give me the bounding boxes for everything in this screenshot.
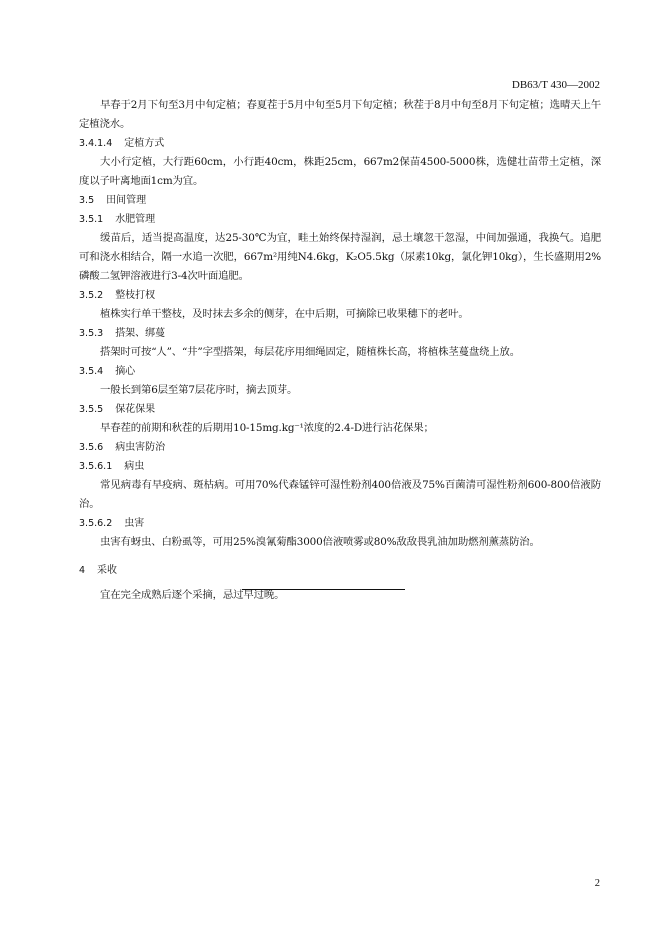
section-number: 3.5.6 (79, 442, 104, 453)
section-title: 定植方式 (124, 138, 165, 149)
section-number: 3.5 (79, 195, 95, 206)
section-number: 3.5.4 (79, 366, 104, 377)
paragraph: 植株实行单干整枝，及时抹去多余的侧芽，在中后期，可摘除已收果穗下的老叶。 (100, 308, 469, 320)
end-rule (242, 589, 405, 590)
section-title: 虫害 (124, 518, 145, 529)
section-heading (79, 400, 601, 419)
section-heading (79, 457, 601, 476)
section-heading (79, 438, 601, 457)
section-spacer (79, 552, 601, 561)
paragraph: 一般长到第6层至第7层花序时，摘去顶芽。 (100, 384, 298, 396)
section-title: 保花保果 (115, 404, 156, 415)
section-number: 3.5.6.1 (79, 461, 113, 472)
section-heading (79, 324, 601, 343)
section-title: 整枝打杈 (115, 290, 156, 301)
section-number: 4 (79, 565, 86, 576)
paragraph: 缓苗后，适当提高温度，达25-30℃为宜，畦土始终保持湿润，忌土壤忽干忽湿，中间加强通，我换气。追肥可和浇水相结合，隔一水追一次肥，667m²用纯N4.6kg，K₂O5.5kg（尿素10kg，氯化钾10kg），生长盛期用2%磷酸二氢钾溶液进行3-4次叶面追肥。 (79, 232, 601, 282)
document-body (79, 96, 601, 605)
paragraph: 早春于2月下旬至3月中旬定植；春夏茬于5月中旬至5月下旬定植；秋茬于8月中旬至8月下旬定植；选晴天上午定植浇水。 (79, 99, 601, 130)
section-number: 3.4.1.4 (79, 138, 113, 149)
section-heading (79, 514, 601, 533)
section-title: 摘心 (115, 366, 136, 377)
section-heading (79, 286, 601, 305)
section-title: 搭架、绑蔓 (115, 328, 166, 339)
section-title: 病虫 (124, 461, 145, 472)
page-number: 2 (594, 878, 600, 889)
paragraph: 常见病毒有早疫病、斑枯病。可用70%代森锰锌可湿性粉剂400倍液及75%百菌清可湿性粉剂600-800倍液防治。 (79, 479, 601, 510)
section-number: 3.5.1 (79, 214, 104, 225)
section-number: 3.5.6.2 (79, 518, 113, 529)
section-heading (79, 561, 601, 580)
section-title: 水肥管理 (115, 214, 156, 225)
section-number: 3.5.2 (79, 290, 104, 301)
section-number: 3.5.3 (79, 328, 104, 339)
section-number: 3.5.5 (79, 404, 104, 415)
section-title: 田间管理 (106, 195, 147, 206)
paragraph: 宜在完全成熟后逐个采摘，忌过早过晚。 (100, 589, 285, 601)
section-title: 病虫害防治 (115, 442, 166, 453)
document-code: DB63/T 430—2002 (511, 79, 600, 91)
section-heading (79, 134, 601, 153)
section-title: 采收 (97, 565, 118, 576)
section-heading (79, 210, 601, 229)
paragraph: 搭架时可按“人”、“井”字型搭架，每层花序用细绳固定，随植株长高，将植株茎蔓盘绕上放。 (100, 346, 521, 358)
paragraph: 早春茬的前期和秋茬的后期用10-15mg.kg⁻¹浓度的2.4-D进行沾花保果； (100, 422, 434, 434)
section-heading (79, 191, 601, 210)
paragraph: 虫害有蚜虫、白粉虱等，可用25%溴氰菊酯3000倍液喷雾或80%敌敌畏乳油加助燃剂薰蒸防治。 (100, 536, 540, 548)
section-heading (79, 362, 601, 381)
paragraph: 大小行定植，大行距60cm，小行距40cm，株距25cm，667m2保苗4500-5000株，选健壮苗带土定植，深度以子叶离地面1cm为宜。 (79, 156, 601, 187)
